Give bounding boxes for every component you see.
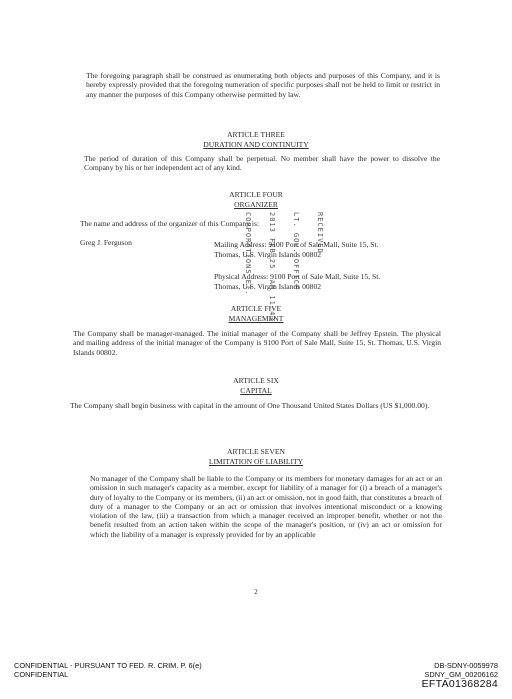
article-three-title: ARTICLE THREE xyxy=(227,130,285,139)
article-five-subtitle: MANAGEMENT xyxy=(228,313,284,323)
organizer-name: Greg J. Ferguson xyxy=(80,238,132,247)
article-three-heading xyxy=(0,130,512,149)
article-four-title: ARTICLE FOUR xyxy=(229,190,283,199)
article-seven-body: No manager of the Company shall be liable to the Company or its members for monetary damages for an act or an omission in such manager's capacity as a member, except for liability of a manager for (i) a breach of a manager's duty of loyalty to the Company or its members, (ii) an act or omission, not in good faith, that constitutes a breach of duty of a manager to the Company or an act or omission that involves intentional misconduct or a knowing violation of the law, (iii) a transaction from which a manager received an improper benefit, whether or not the benefit resulted from an action taken within the scope of the manager's position, or (iv) an act or omission for which the liability of a manager is expressly provided for by an applicable xyxy=(90,474,442,539)
stamp-line-1: RECEIVED xyxy=(316,212,324,254)
intro-paragraph: The foregoing paragraph shall be construed as enumerating both objects and purposes of this Company, and it is hereby expressly provided that the foregoing numeration of specific purposes shall not be held to limit or restrict in any manner the purposes of this Company otherwise permitted by law. xyxy=(86,71,440,99)
bates-number: EFTA01368284 xyxy=(421,678,498,690)
article-three-subtitle: DURATION AND CONTINUITY xyxy=(203,139,309,149)
footer-right-line2: SDNY_GM_00206162 xyxy=(424,670,498,679)
article-five-heading xyxy=(0,304,512,323)
article-seven-heading xyxy=(0,447,512,466)
footer-right-line1: DB-SDNY-0059978 xyxy=(434,661,498,670)
article-seven-subtitle: LIMITATION OF LIABILITY xyxy=(208,456,304,466)
mailing-address-line1: Mailing Address: 9100 Port of Sale Mall, Suite 15, St. xyxy=(214,240,379,249)
article-six-subtitle: CAPITAL xyxy=(240,385,272,395)
article-five-body: The Company shall be manager-managed. The initial manager of the Company shall be Jeffrey Epstein. The physical and mailing address of the initial manager of the Company is 9100 Port of Sale Mall, Suite 15, St. Thomas, U.S. Virgin Islands 00802. xyxy=(73,329,441,357)
article-five-title: ARTICLE FIVE xyxy=(230,304,282,313)
footer-left-line1: CONFIDENTIAL - PURSUANT TO FED. R. CRIM. P. 6(e) xyxy=(14,661,202,670)
article-six-body: The Company shall begin business with capital in the amount of One Thousand United States Dollars (US $1,000.00). xyxy=(70,401,430,410)
article-four-heading xyxy=(0,190,512,209)
physical-address-line2: Thomas, U.S. Virgin Islands 00802 xyxy=(214,282,322,291)
footer-left-line2: CONFIDENTIAL xyxy=(14,670,69,679)
article-four-body: The name and address of the organizer of this Company is: xyxy=(80,219,260,228)
stamp-line-4: CORPORATIONS ET. xyxy=(244,212,252,296)
stamp-line-3: 2013 FEB 25 AM 11:43 xyxy=(268,212,276,322)
article-six-title: ARTICLE SIX xyxy=(233,376,279,385)
article-six-heading xyxy=(0,376,512,395)
article-three-body: The period of duration of this Company shall be perpetual. No member shall have the power to dissolve the Company by his or her independent act of any kind. xyxy=(84,154,440,173)
article-seven-title: ARTICLE SEVEN xyxy=(227,447,285,456)
physical-address-line1: Physical Address: 9100 Port of Sale Mall, Suite 15, St. xyxy=(214,272,381,281)
stamp-line-2: LT. GOV. OFFICE xyxy=(292,212,300,291)
page-number: 2 xyxy=(254,588,258,596)
article-four-subtitle: ORGANIZER xyxy=(234,199,278,209)
mailing-address-line2: Thomas, U.S. Virgin Islands 00802 xyxy=(214,250,322,259)
